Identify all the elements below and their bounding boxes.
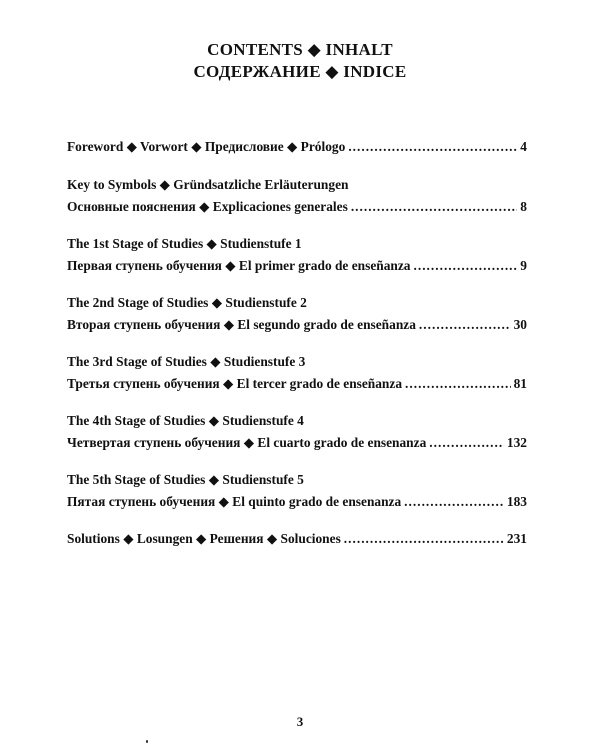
toc-line	[67, 174, 527, 196]
contents-heading-line-1: CONTENTS ◆ INHALT	[207, 40, 393, 59]
toc-entry-title: Key to Symbols ◆ Gründsatzliche Erläuterungen	[67, 177, 349, 192]
page-number: 3	[296, 714, 304, 729]
toc-line	[67, 491, 527, 513]
toc-entry-key-to-symbols	[67, 174, 527, 218]
toc-entry-subtitle: Четвертая ступень обучения ◆ El cuarto grado de ensenanza	[67, 435, 427, 450]
toc-page-number: 8	[520, 199, 527, 214]
toc-entry-subtitle: Пятая ступень обучения ◆ El quinto grado de ensenanza	[67, 494, 402, 509]
toc-entry-solutions	[67, 528, 527, 550]
toc-line	[67, 432, 527, 454]
toc-line	[67, 196, 527, 218]
toc-page-number: 81	[513, 376, 527, 391]
toc-line	[67, 410, 527, 432]
toc-line	[67, 314, 527, 336]
toc-entry-foreword	[67, 136, 527, 158]
toc-line	[67, 528, 527, 550]
toc-entry-title: The 3rd Stage of Studies ◆ Studienstufe 3	[67, 354, 306, 369]
toc-entry-subtitle: Третья ступень обучения ◆ El tercer grado de enseñanza	[67, 376, 403, 391]
toc-leader-dots	[404, 491, 504, 513]
toc-entry-stage-5	[67, 469, 527, 513]
table-of-contents	[67, 136, 527, 566]
toc-leader-dots	[429, 432, 504, 454]
toc-page-number: 183	[506, 494, 527, 509]
toc-line	[67, 373, 527, 395]
toc-page-number: 9	[520, 258, 527, 273]
contents-heading-line-2: СОДЕРЖАНИЕ ◆ INDICE	[193, 62, 407, 81]
toc-leader-dots	[348, 136, 517, 158]
toc-page-number: 30	[513, 317, 527, 332]
toc-entry-stage-4	[67, 410, 527, 454]
toc-entry-title: The 5th Stage of Studies ◆ Studienstufe 5	[67, 472, 304, 487]
toc-line	[67, 292, 527, 314]
toc-leader-dots	[414, 255, 518, 277]
toc-page-number: 4	[520, 139, 527, 154]
toc-entry-title: The 1st Stage of Studies ◆ Studienstufe 1	[67, 236, 302, 251]
toc-entry-title: The 2nd Stage of Studies ◆ Studienstufe 2	[67, 295, 307, 310]
toc-entry-stage-2	[67, 292, 527, 336]
print-speck	[146, 740, 148, 743]
toc-leader-dots	[344, 528, 504, 550]
toc-page-number: 231	[506, 531, 527, 546]
toc-entry-subtitle: Вторая ступень обучения ◆ El segundo grado de enseñanza	[67, 317, 416, 332]
toc-line	[67, 136, 527, 158]
toc-line	[67, 351, 527, 373]
toc-entry-stage-3	[67, 351, 527, 395]
toc-leader-dots	[351, 196, 517, 218]
toc-entry-subtitle: Первая ступень обучения ◆ El primer grado de enseñanza	[67, 258, 411, 273]
toc-entry-stage-1	[67, 233, 527, 277]
toc-leader-dots	[405, 373, 511, 395]
toc-leader-dots	[419, 314, 511, 336]
toc-line	[67, 255, 527, 277]
toc-entry-title: Foreword ◆ Vorwort ◆ Предисловие ◆ Prólogo	[67, 139, 346, 154]
toc-line	[67, 469, 527, 491]
toc-entry-title: Solutions ◆ Losungen ◆ Решения ◆ Soluciones	[67, 531, 341, 546]
toc-entry-subtitle: Основные пояснения ◆ Explicaciones generales	[67, 199, 348, 214]
toc-page-number: 132	[506, 435, 527, 450]
toc-entry-title: The 4th Stage of Studies ◆ Studienstufe 4	[67, 413, 304, 428]
toc-line	[67, 233, 527, 255]
